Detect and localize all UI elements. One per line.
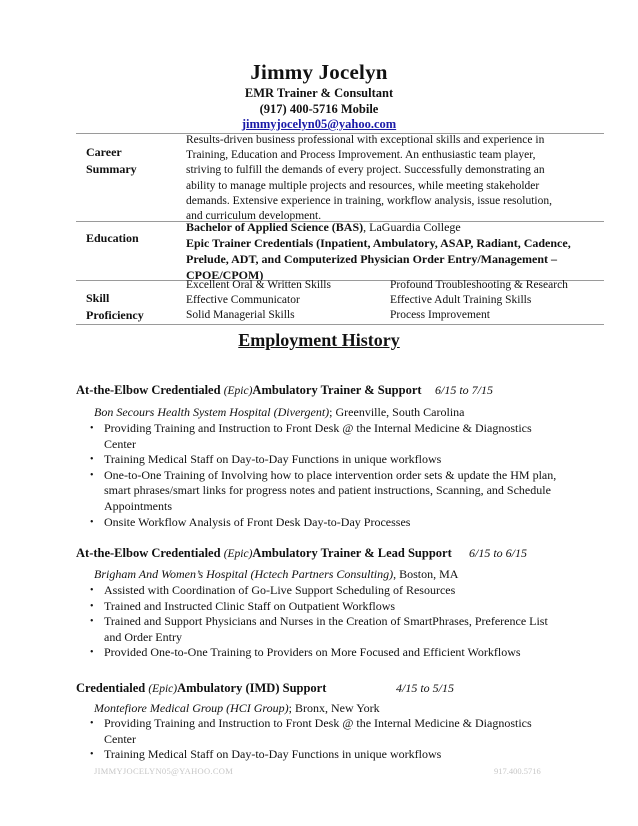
list-item: • Provided One-to-One Training to Providers on More Focused and Efficient Workflows [90, 645, 560, 661]
job-dates: 4/15 to 5/15 [396, 681, 455, 695]
skill-item: Profound Troubleshooting & Research [390, 279, 568, 291]
section-label-skill-proficiency: Skill Proficiency [86, 291, 144, 322]
list-item: • Providing Training and Instruction to Front Desk @ the Internal Medicine & Diagnostics Center [90, 716, 560, 747]
section-label-career-summary: Career Summary [86, 145, 137, 176]
list-item: • Training Medical Staff on Day-to-Day Functions in unique workflows [90, 452, 560, 468]
section-label-education: Education [86, 231, 139, 245]
job-bullet-list [90, 583, 560, 661]
job-bullet-list [90, 421, 560, 530]
job-heading: At-the-Elbow Credentialed (Epic)Ambulatory Trainer & Support [76, 383, 422, 397]
list-item: • Onsite Workflow Analysis of Front Desk Day-to-Day Processes [90, 515, 560, 531]
skill-item: Effective Adult Training Skills [390, 294, 532, 306]
list-item: • Assisted with Coordination of Go-Live Support Scheduling of Resources [90, 583, 560, 599]
resume-subtitle: EMR Trainer & Consultant [244, 86, 394, 100]
list-item: • Training Medical Staff on Day-to-Day Functions in unique workflows [90, 747, 560, 763]
career-summary-text: Results-driven business professional with exceptional skills and experience in Training, Education and Process Improvement. An enthusiastic team player, striving to fulfill the demands of every project. Successfully demonstrating an ability to manage multiple projects and resources, while meeting stakeholder demands. Extensive experience in training, workflow analysis, issue resolution, and curriculum development. [186, 134, 552, 223]
skill-item: Process Improvement [390, 309, 490, 321]
credentials-line: Prelude, ADT, and Computerized Physician Order Entry/Management – [186, 252, 557, 266]
education-text [186, 219, 602, 283]
job-heading: At-the-Elbow Credentialed (Epic)Ambulatory Trainer & Lead Support [76, 546, 452, 560]
list-item: • Trained and Instructed Clinic Staff on Outpatient Workflows [90, 599, 560, 615]
resume-name: Jimmy Jocelyn [250, 60, 388, 84]
list-item: • One-to-One Training of Involving how to place intervention order sets & update the HM plan, smart phrases/smart links for progress notes and patient instructions, Scanning, and Schedule Appointments [90, 468, 560, 515]
footer-phone: 917.400.5716 [494, 766, 541, 776]
skill-item: Solid Managerial Skills [186, 309, 295, 321]
credentials-line: CPOE/CPOM) [186, 268, 264, 282]
skill-item: Effective Communicator [186, 294, 300, 306]
job-bullet-list [90, 716, 560, 763]
section-title-employment-history: Employment History [238, 330, 400, 350]
job-employer: Brigham And Women’s Hospital (Hctech Partners Consulting), Boston, MA [94, 567, 459, 581]
job-employer: Montefiore Medical Group (HCI Group); Bronx, New York [94, 701, 380, 715]
contact-email-link[interactable]: jimmyjocelyn05@yahoo.com [241, 117, 397, 131]
job-dates: 6/15 to 7/15 [435, 383, 494, 397]
degree: Bachelor of Applied Science (BAS) [186, 220, 364, 234]
credentials-line: Epic Trainer Credentials (Inpatient, Ambulatory, ASAP, Radiant, Cadence, [186, 236, 571, 250]
contact-phone: (917) 400-5716 Mobile [259, 102, 379, 116]
job-dates: 6/15 to 6/15 [469, 546, 528, 560]
divider [76, 324, 604, 325]
skills-column-2 [390, 278, 568, 323]
list-item: • Providing Training and Instruction to Front Desk @ the Internal Medicine & Diagnostics Center [90, 421, 560, 452]
footer-email: JIMMYJOCELYN05@YAHOO.COM [94, 766, 234, 776]
skill-item: Excellent Oral & Written Skills [186, 279, 331, 291]
school: , LaGuardia College [363, 220, 461, 234]
list-item: • Trained and Support Physicians and Nurses in the Creation of SmartPhrases, Preference List and Order Entry [90, 614, 560, 645]
job-heading: Credentialed (Epic)Ambulatory (IMD) Support [76, 681, 327, 695]
job-employer: Bon Secours Health System Hospital (Divergent); Greenville, South Carolina [94, 405, 465, 419]
skills-column-1 [186, 278, 331, 323]
